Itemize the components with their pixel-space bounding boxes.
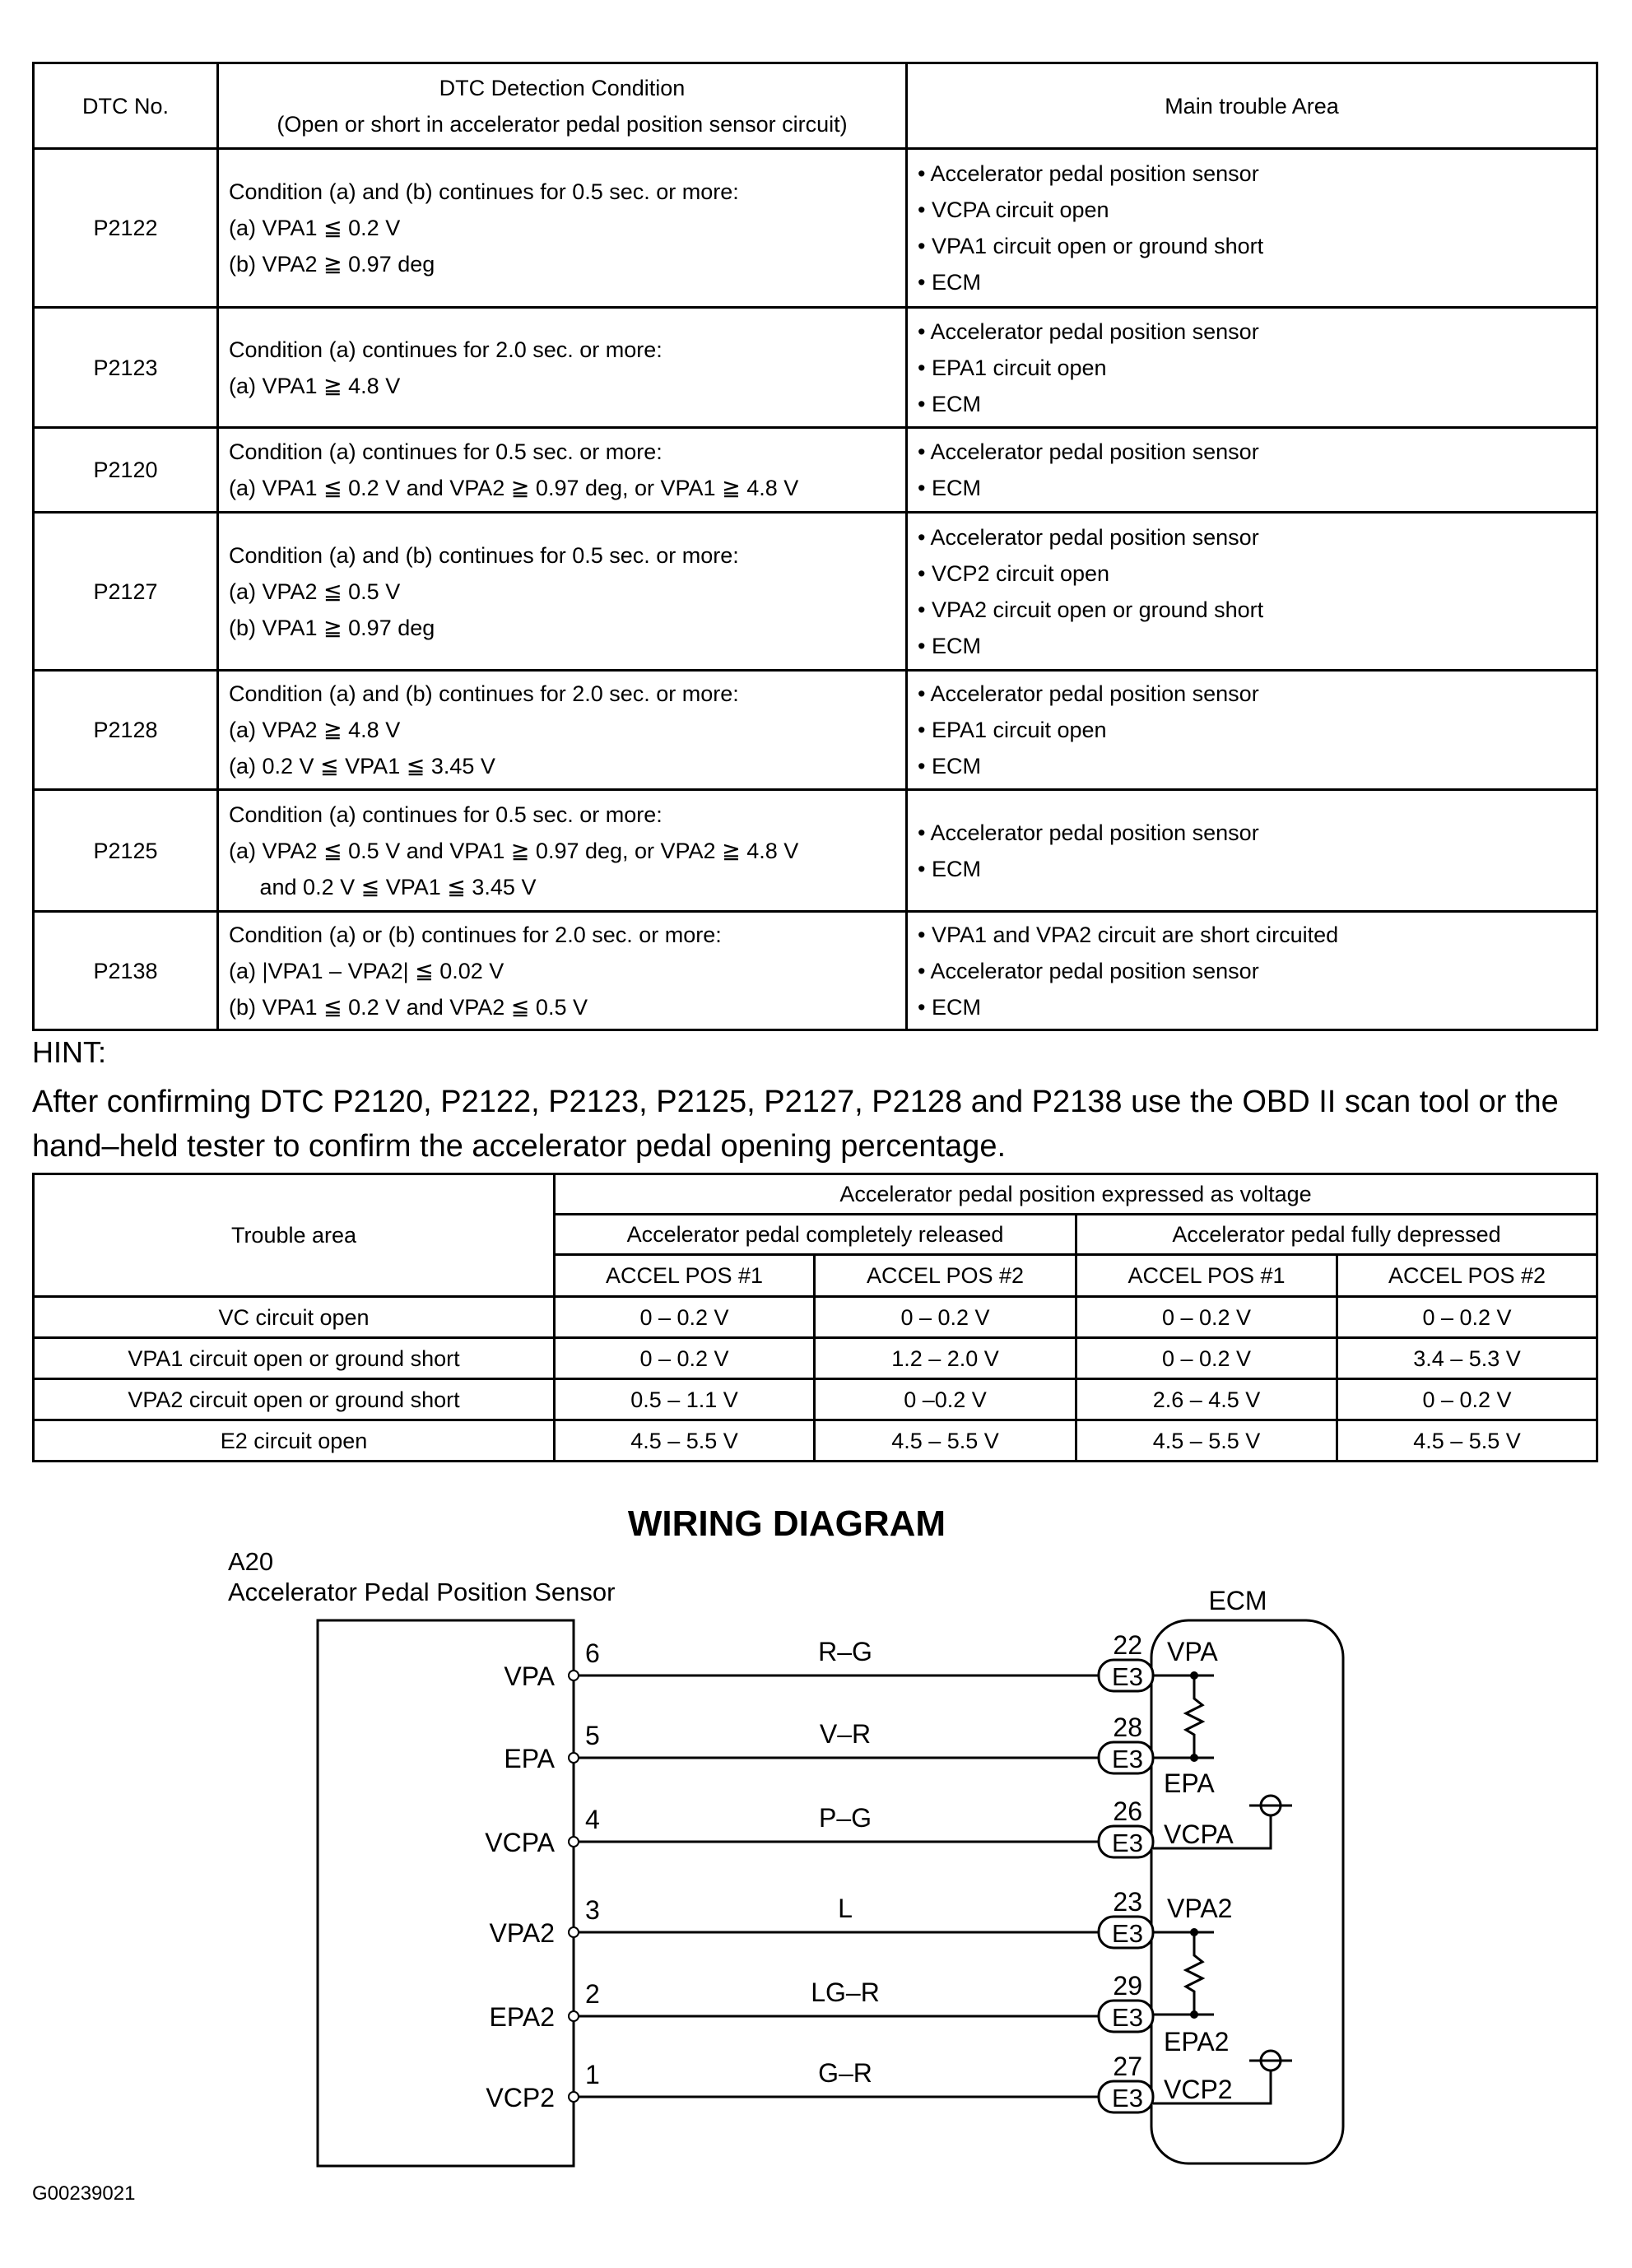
sensor-pin-name: EPA: [504, 1744, 555, 1773]
header-dtc-no: DTC No.: [34, 63, 218, 149]
sensor-pin-number: 2: [585, 1979, 600, 2009]
sensor-pin-name: VCPA: [485, 1828, 555, 1857]
ecm-pin-number: 22: [1113, 1630, 1142, 1660]
connector-label: E3: [1112, 2084, 1143, 2112]
resistor-icon: [1186, 1675, 1202, 1758]
trouble-area: VPA2 circuit open or ground short: [34, 1379, 555, 1420]
ecm-pin-number: 23: [1113, 1887, 1142, 1917]
wire-color: LG–R: [811, 1978, 880, 2007]
header-condition-line: (Open or short in accelerator pedal position sensor circuit): [277, 111, 848, 137]
condition-line: (b) VPA1 ≦ 0.2 V and VPA2 ≦ 0.5 V: [229, 994, 588, 1020]
voltage-value: 0 – 0.2 V: [1337, 1297, 1597, 1338]
trouble-area-item: • VPA1 and VPA2 circuit are short circuited: [918, 922, 1339, 947]
condition-line: (a) 0.2 V ≦ VPA1 ≦ 3.45 V: [229, 754, 495, 778]
condition-line: (b) VPA2 ≧ 0.97 deg: [229, 252, 435, 277]
trouble-area-item: • EPA1 circuit open: [918, 355, 1107, 380]
resistor-icon: [1186, 1932, 1202, 2015]
connector-label: E3: [1112, 1919, 1143, 1948]
condition-line: (a) VPA2 ≦ 0.5 V and VPA1 ≧ 0.97 deg, or VPA2 ≧ 4.8 V: [229, 838, 799, 863]
trouble-area-item: • ECM: [918, 856, 981, 881]
condition-line: and 0.2 V ≦ VPA1 ≦ 3.45 V: [229, 874, 537, 899]
voltage-value: 4.5 – 5.5 V: [815, 1420, 1076, 1462]
condition-line: Condition (a) and (b) continues for 2.0 sec. or more:: [229, 681, 739, 706]
pin-terminal-icon: [569, 1927, 579, 1937]
condition-line: Condition (a) and (b) continues for 0.5 sec. or more:: [229, 542, 739, 568]
pin-terminal-icon: [569, 1671, 579, 1680]
condition-line: (b) VPA1 ≧ 0.97 deg: [229, 615, 435, 640]
ecm-terminal-label: EPA: [1164, 1768, 1215, 1798]
sensor-pin-number: 5: [585, 1721, 600, 1750]
sensor-pin-number: 3: [585, 1895, 600, 1925]
trouble-area-item: • Accelerator pedal position sensor: [918, 524, 1259, 550]
sensor-name: Accelerator Pedal Position Sensor: [228, 1578, 616, 1606]
pin-terminal-icon: [569, 2092, 579, 2102]
ecm-terminal-label: VPA: [1167, 1637, 1218, 1666]
connector-label: E3: [1112, 1662, 1143, 1691]
sensor-pin-number: 6: [585, 1638, 600, 1668]
voltage-value: 4.5 – 5.5 V: [555, 1420, 815, 1462]
header-voltage-group: Accelerator pedal position expressed as voltage: [555, 1174, 1597, 1215]
condition-line: (a) |VPA1 – VPA2| ≦ 0.02 V: [229, 958, 504, 983]
wire-color: P–G: [818, 1803, 872, 1833]
ecm-terminal-label: EPA2: [1164, 2027, 1230, 2057]
condition-line: (a) VPA2 ≧ 4.8 V: [229, 718, 401, 742]
wire-color: G–R: [818, 2058, 872, 2088]
wire-color: L: [838, 1894, 853, 1923]
trouble-area-item: • Accelerator pedal position sensor: [918, 820, 1259, 845]
condition-line: Condition (a) continues for 0.5 sec. or more:: [229, 802, 663, 827]
dtc-code: P2138: [34, 912, 218, 1030]
pin-terminal-icon: [569, 1753, 579, 1763]
trouble-area-item: • VCPA circuit open: [918, 198, 1109, 222]
trouble-area-item: • ECM: [918, 270, 981, 295]
trouble-area-item: • ECM: [918, 994, 981, 1020]
header-trouble-area: Trouble area: [34, 1174, 555, 1297]
ecm-terminal-label: VPA2: [1167, 1894, 1233, 1923]
condition-line: (a) VPA1 ≧ 4.8 V: [229, 373, 401, 398]
ecm-pin-number: 29: [1113, 1971, 1142, 2001]
header-depressed: Accelerator pedal fully depressed: [1076, 1215, 1597, 1255]
condition-line: (a) VPA1 ≦ 0.2 V: [229, 216, 401, 240]
sensor-pin-name: VPA: [504, 1661, 555, 1691]
pin-terminal-icon: [569, 1837, 579, 1847]
trouble-area-item: • ECM: [918, 633, 981, 658]
connector-label: E3: [1112, 2003, 1143, 2032]
voltage-value: 0 – 0.2 V: [1076, 1338, 1337, 1379]
trouble-area: VPA1 circuit open or ground short: [34, 1338, 555, 1379]
dtc-code: P2128: [34, 671, 218, 790]
trouble-area-item: • Accelerator pedal position sensor: [918, 681, 1259, 706]
header-accel-pos: ACCEL POS #1: [555, 1255, 815, 1297]
voltage-value: 0.5 – 1.1 V: [555, 1379, 815, 1420]
sensor-pin-name: VPA2: [489, 1918, 555, 1948]
trouble-area-item: • VCP2 circuit open: [918, 560, 1110, 586]
trouble-area-item: • VPA1 circuit open or ground short: [918, 234, 1264, 258]
sensor-code: A20: [228, 1547, 274, 1576]
ecm-terminal-label: VCP2: [1164, 2075, 1233, 2104]
condition-line: Condition (a) continues for 0.5 sec. or more:: [229, 439, 663, 464]
condition-line: (a) VPA1 ≦ 0.2 V and VPA2 ≧ 0.97 deg, or VPA1 ≧ 4.8 V: [229, 476, 799, 500]
wire-color: V–R: [819, 1719, 872, 1749]
header-accel-pos: ACCEL POS #1: [1076, 1255, 1337, 1297]
voltage-value: 0 – 0.2 V: [1076, 1297, 1337, 1338]
connector-label: E3: [1112, 1829, 1143, 1857]
header-area: Main trouble Area: [907, 63, 1597, 149]
dtc-code: P2125: [34, 790, 218, 912]
dtc-code: P2122: [34, 149, 218, 308]
hint-text: After confirming DTC P2120, P2122, P2123, P2125, P2127, P2128 and P2138 use the OBD II scan tool or the hand–held tester to confirm the accelerator pedal opening percentage.: [32, 1085, 1559, 1164]
condition-line: Condition (a) or (b) continues for 2.0 sec. or more:: [229, 922, 722, 947]
ecm-label: ECM: [1208, 1586, 1267, 1615]
trouble-area-item: • ECM: [918, 476, 981, 500]
trouble-area-item: • Accelerator pedal position sensor: [918, 318, 1259, 344]
trouble-area-item: • Accelerator pedal position sensor: [918, 958, 1259, 983]
header-accel-pos: ACCEL POS #2: [1337, 1255, 1597, 1297]
trouble-area-item: • ECM: [918, 391, 981, 416]
sensor-pin-number: 4: [585, 1805, 600, 1834]
sensor-pin-number: 1: [585, 2060, 600, 2089]
connector-label: E3: [1112, 1745, 1143, 1773]
voltage-value: 4.5 – 5.5 V: [1337, 1420, 1597, 1462]
voltage-value: 4.5 – 5.5 V: [1076, 1420, 1337, 1462]
voltage-value: 1.2 – 2.0 V: [815, 1338, 1076, 1379]
header-accel-pos: ACCEL POS #2: [815, 1255, 1076, 1297]
dtc-code: P2123: [34, 308, 218, 428]
trouble-area-item: • VPA2 circuit open or ground short: [918, 597, 1264, 622]
figure-id: G00239021: [32, 2182, 136, 2205]
voltage-value: 0 – 0.2 V: [815, 1297, 1076, 1338]
dtc-code: P2120: [34, 428, 218, 513]
voltage-value: 0 – 0.2 V: [555, 1297, 815, 1338]
header-condition-line: DTC Detection Condition: [439, 75, 686, 100]
voltage-value: 2.6 – 4.5 V: [1076, 1379, 1337, 1420]
trouble-area: VC circuit open: [34, 1297, 555, 1338]
sensor-pin-name: EPA2: [489, 2002, 555, 2032]
voltage-value: 0 – 0.2 V: [1337, 1379, 1597, 1420]
diagram-title: WIRING DIAGRAM: [627, 1503, 946, 1544]
trouble-area-item: • Accelerator pedal position sensor: [918, 161, 1259, 186]
hint-label: HINT:: [32, 1035, 106, 1069]
wire-color: R–G: [818, 1637, 872, 1666]
sensor-pin-name: VCP2: [486, 2083, 555, 2112]
ecm-terminal-label: VCPA: [1164, 1820, 1234, 1849]
trouble-area-item: • ECM: [918, 754, 981, 778]
voltage-value: 3.4 – 5.3 V: [1337, 1338, 1597, 1379]
trouble-area-item: • Accelerator pedal position sensor: [918, 439, 1259, 464]
condition-line: (a) VPA2 ≦ 0.5 V: [229, 579, 401, 604]
condition-line: Condition (a) and (b) continues for 0.5 sec. or more:: [229, 179, 739, 204]
voltage-value: 0 – 0.2 V: [555, 1338, 815, 1379]
dtc-code: P2127: [34, 513, 218, 671]
voltage-value: 0 –0.2 V: [815, 1379, 1076, 1420]
pin-terminal-icon: [569, 2011, 579, 2021]
ecm-pin-number: 26: [1113, 1796, 1142, 1826]
header-released: Accelerator pedal completely released: [555, 1215, 1076, 1255]
ecm-pin-number: 27: [1113, 2052, 1142, 2081]
trouble-area-item: • EPA1 circuit open: [918, 718, 1107, 742]
trouble-area: E2 circuit open: [34, 1420, 555, 1462]
ecm-pin-number: 28: [1113, 1713, 1142, 1742]
condition-line: Condition (a) continues for 2.0 sec. or more:: [229, 337, 663, 362]
